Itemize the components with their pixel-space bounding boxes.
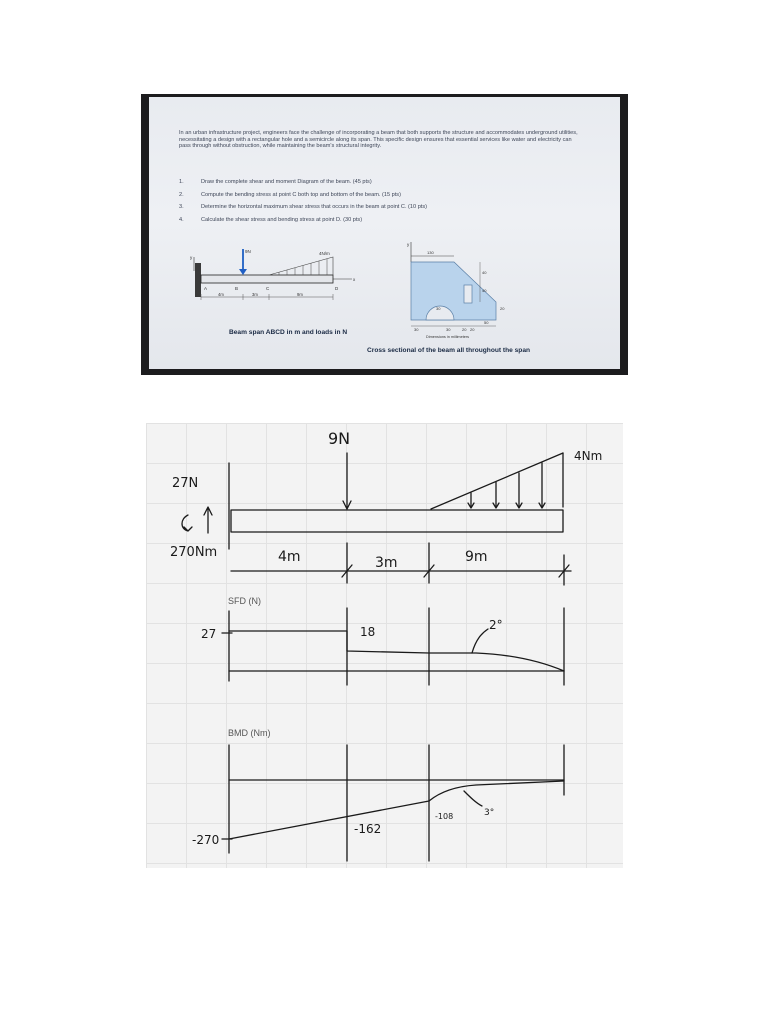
problem-sheet: [149, 97, 620, 369]
dim-50: 50: [484, 320, 489, 325]
distributed-load-outline: [269, 257, 333, 275]
sfd-linear-segment: [229, 631, 429, 653]
sfd-title: SFD (N): [228, 596, 261, 606]
task-item: [179, 204, 559, 217]
distributed-load-arrows: [468, 463, 545, 508]
bmd-curve-note: 3°: [484, 808, 495, 818]
solution-drawing: [146, 423, 623, 868]
beam-diagram: [187, 245, 367, 327]
rectangular-hole: [464, 285, 472, 303]
section-y-label: y: [407, 242, 410, 247]
span-ab-label: 4m: [218, 292, 224, 297]
bmd-start-label: -270: [192, 833, 220, 847]
span-cd-label: 9m: [297, 292, 303, 297]
task-text: Determine the horizontal maximum shear stress that occurs in the beam at point C. (10 pts): [201, 204, 428, 210]
point-load-label: 9N: [245, 249, 251, 254]
sfd-start-label: 27: [201, 627, 217, 641]
task-item: [179, 192, 559, 205]
task-text: Draw the complete shear and moment Diagram of the beam. (45 pts): [201, 179, 372, 185]
y-axis-label: y: [190, 255, 193, 260]
dim-40-lower: 40: [482, 288, 487, 293]
beam-caption: Beam span ABCD in m and loads in N: [229, 329, 348, 336]
distributed-load-arrows: [279, 259, 327, 275]
point-load-arrow-head: [239, 269, 247, 275]
x-axis-label: x: [353, 277, 356, 282]
task-number: 2.: [179, 191, 184, 198]
span-bc-label: 3m: [252, 292, 258, 297]
dim-30-hole: 30: [446, 327, 451, 332]
dim-130: 130: [427, 250, 434, 255]
cross-section-diagram: [394, 240, 534, 344]
sfd-curve-pointer: [472, 629, 488, 653]
reaction-moment-label: 270Nm: [170, 545, 218, 560]
task-text: Calculate the shear stress and bending stress at point D. (30 pts): [201, 216, 363, 223]
distributed-load-line: [431, 453, 563, 509]
point-load-label: 9N: [328, 429, 351, 448]
task-number: 3.: [179, 204, 184, 210]
beam-rectangle: [231, 510, 563, 532]
task-text: Compute the bending stress at point C both top and bottom of the beam. (15 pts): [201, 191, 401, 198]
dim-30-left: 30: [414, 327, 419, 332]
sfd-curve-note: 2°: [489, 618, 503, 632]
dimensions-note: Dimensions in millimeters: [426, 335, 470, 339]
sfd-mid-label: 18: [360, 625, 376, 639]
bmd-linear-segment: [229, 801, 429, 839]
bmd-cubic-segment: [429, 781, 564, 801]
bmd-title: BMD (Nm): [228, 728, 271, 738]
radius-label: 30: [436, 306, 441, 311]
point-c-label: C: [266, 286, 270, 291]
task-number: 1.: [179, 179, 184, 185]
distributed-load-label: 4N/m: [319, 251, 330, 256]
handwritten-solution: [146, 423, 623, 868]
fixed-support: [195, 263, 201, 297]
bmd-c-label: -108: [435, 812, 454, 821]
bmd-curve-pointer: [464, 791, 482, 806]
beam-body: [201, 275, 333, 283]
point-d-label: D: [335, 286, 339, 291]
sfd-parabolic-segment: [429, 653, 564, 671]
distributed-load-label: 4Nm: [574, 449, 603, 463]
task-item: [179, 179, 559, 192]
dim-40-upper: 40: [482, 270, 487, 275]
bmd-mid-label: -162: [354, 822, 382, 836]
reaction-force-label: 27N: [172, 476, 199, 491]
point-b-label: B: [235, 286, 239, 291]
dim-20-b: 20: [470, 327, 475, 332]
problem-photo: [141, 94, 628, 375]
span-bc-label: 3m: [375, 555, 398, 571]
task-number: 4.: [179, 216, 184, 223]
span-ab-label: 4m: [278, 549, 301, 565]
reaction-moment-arrow: [182, 515, 192, 531]
span-cd-label: 9m: [465, 549, 488, 565]
task-list: [179, 179, 559, 229]
dim-20-right: 20: [500, 306, 505, 311]
point-a-label: A: [204, 286, 208, 291]
cross-section-caption: Cross sectional of the beam all throughout the span: [367, 347, 531, 354]
problem-intro: In an urban infrastructure project, engineers face the challenge of incorporating a beam that both supports the structure and accommodates underground utilities, necessitating a design with a rectangular hole and a semicircle along its span. This specific design ensures that essential services like water and electricity can pass through without obstruction, while maintaining the beam's structural integrity.: [179, 130, 578, 150]
dim-20-a: 20: [462, 327, 467, 332]
task-item: [179, 217, 559, 230]
